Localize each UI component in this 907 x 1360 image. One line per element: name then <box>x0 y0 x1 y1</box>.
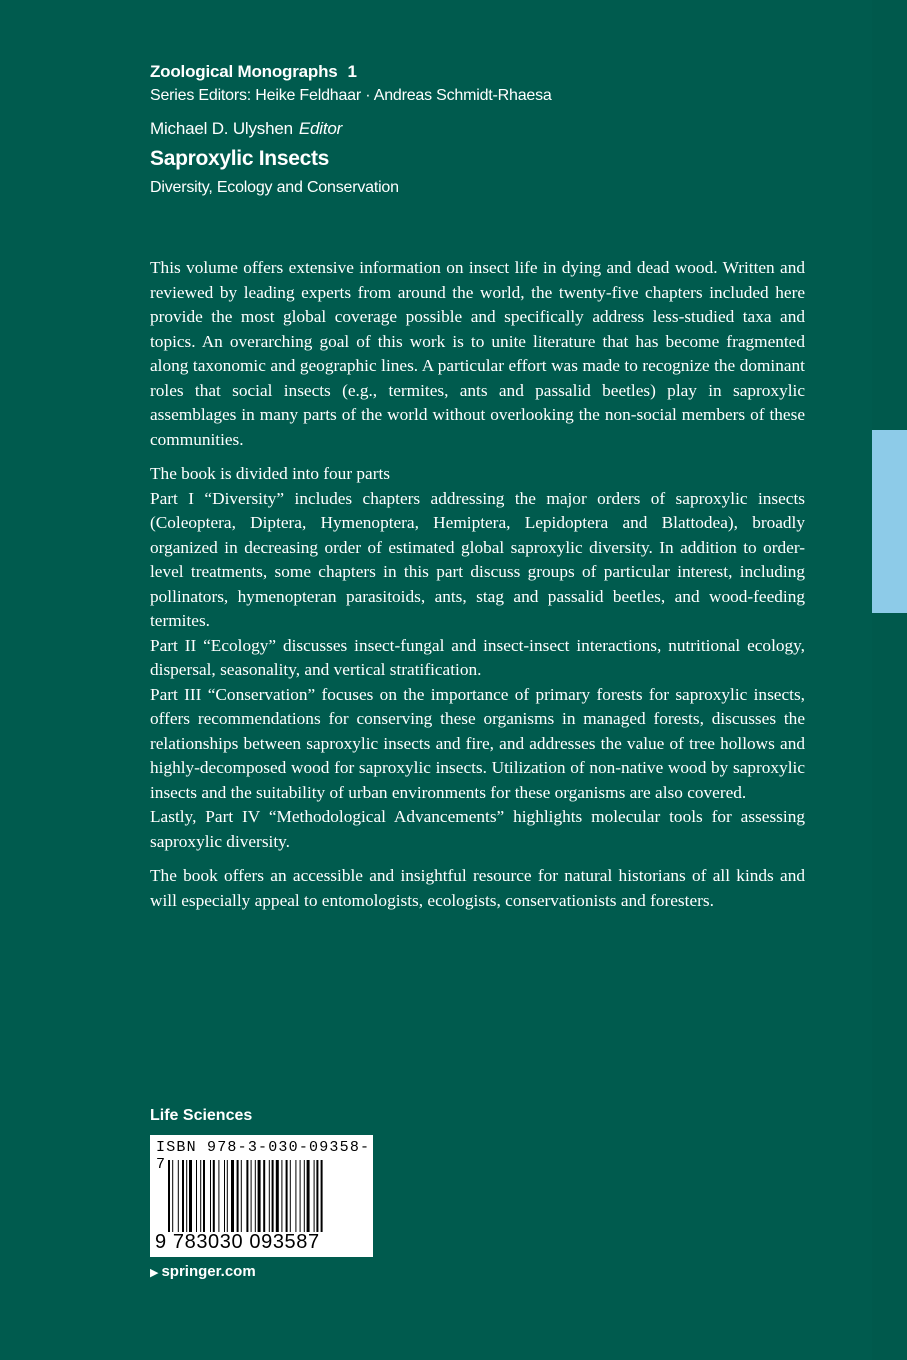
barcode-bar <box>186 1160 187 1232</box>
barcode-bar <box>213 1160 215 1232</box>
publisher-website[interactable] <box>150 1263 256 1280</box>
barcode-bar <box>168 1160 170 1232</box>
blurb-paragraph-intro: This volume offers extensive information on insect life in dying and dead wood. Written and reviewed by leading experts from around the world, the twenty-five chapters included here provide the most global coverage possible and specifically address less-studied taxa and topics. An overarching goal of this work is to unite literature that has become fragmented along taxonomic and geographic lines. A particular effort was made to recognize the dominant roles that social insects (e.g., termites, ants and passalid beetles) play in saproxylic assemblages in many parts of the world without overlooking the non-social members of these communities. <box>150 258 805 449</box>
barcode-bar <box>224 1160 225 1232</box>
blurb-part-4: Lastly, Part IV “Methodological Advancements” highlights molecular tools for assessing saproxylic diversity. <box>150 807 805 851</box>
barcode-bar <box>203 1160 205 1232</box>
barcode-bar <box>189 1160 192 1232</box>
barcode-bar <box>263 1160 265 1232</box>
barcode-bar <box>210 1160 211 1232</box>
blurb-part-2: Part II “Ecology” discusses insect-fungal and insect-insect interactions, nutritional ecology, dispersal, seasonality, and vertical stratification. <box>150 635 805 679</box>
barcode-bar <box>300 1160 301 1232</box>
barcode-bar <box>290 1160 291 1232</box>
barcode-bar <box>227 1160 228 1232</box>
barcode-bar <box>281 1160 282 1232</box>
barcode-bar <box>172 1160 173 1232</box>
cover-header <box>150 60 552 199</box>
arrow-right-icon: ▶ <box>150 1267 159 1279</box>
barcode-bar <box>200 1160 201 1232</box>
barcode-bar <box>269 1160 270 1232</box>
author-role: Editor <box>298 119 343 138</box>
barcode-bar <box>241 1160 242 1232</box>
barcode-bar <box>231 1160 234 1232</box>
author-name: Michael D. Ulyshen <box>150 119 293 138</box>
barcode-bar <box>218 1160 219 1232</box>
barcode-bar <box>196 1160 197 1232</box>
blurb-closing: The book offers an accessible and insightful resource for natural historians of all kinds and will especially appeal to entomologists, ecologists, conservationists and foresters. <box>150 866 805 910</box>
series-editors: Series Editors: Heike Feldhaar · Andreas Schmidt-Rhaesa <box>150 87 552 104</box>
blurb-parts-intro: The book is divided into four parts <box>150 464 390 483</box>
subject-label: Life Sciences <box>150 1107 253 1124</box>
barcode-bar <box>237 1160 239 1232</box>
barcode-bar <box>246 1160 248 1232</box>
spine-strip <box>872 0 907 1360</box>
barcode-bar <box>182 1160 184 1232</box>
barcode-bar <box>251 1160 252 1232</box>
series-name: Zoological Monographs <box>150 62 338 81</box>
isbn-text: ISBN 978-3-030-09358-7 <box>156 1139 371 1173</box>
barcode-bar <box>295 1160 296 1232</box>
spine-accent-bar <box>872 430 907 613</box>
isbn-barcode <box>150 1135 373 1257</box>
blurb <box>150 256 805 913</box>
series-number: 1 <box>347 62 357 81</box>
barcode-bar <box>258 1160 261 1232</box>
barcode-bar <box>307 1160 310 1232</box>
barcode-bars <box>168 1160 366 1232</box>
barcode-bar <box>321 1160 323 1232</box>
barcode-bar <box>272 1160 274 1232</box>
ean-digits: 9 783030 093587 <box>155 1231 320 1253</box>
barcode-bar <box>304 1160 305 1232</box>
author-line <box>150 117 552 141</box>
barcode-bar <box>314 1160 315 1232</box>
barcode-bar <box>276 1160 279 1232</box>
barcode-bar <box>286 1160 288 1232</box>
barcode-bar <box>255 1160 256 1232</box>
book-title: Saproxylic Insects <box>150 147 330 170</box>
book-subtitle: Diversity, Ecology and Conservation <box>150 179 399 196</box>
website-text: springer.com <box>161 1263 256 1280</box>
barcode-bar <box>316 1160 318 1232</box>
blurb-part-3: Part III “Conservation” focuses on the importance of primary forests for saproxylic insects, offers recommendations for conserving these organisms in managed forests, discusses the relationships between saproxylic insects and fire, and addresses the value of tree hollows and highly-decomposed wood for saproxylic insects. Utilization of non-native wood by saproxylic insects and the suitability of urban environments for these organisms are also covered. <box>150 684 805 802</box>
series-line <box>150 60 552 84</box>
barcode-bar <box>178 1160 179 1232</box>
blurb-part-1: Part I “Diversity” includes chapters addressing the major orders of saproxylic insects (Coleoptera, Diptera, Hymenoptera, Hemiptera, Lepidoptera and Blattodea), broadly organized in decreasing order of estimated global saproxylic diversity. In addition to order-level treatments, some chapters in this part discuss groups of particular interest, including pollinators, hymenopteran parasitoids, ants, stag and passalid beetles, and wood-feeding termites. <box>150 488 805 630</box>
